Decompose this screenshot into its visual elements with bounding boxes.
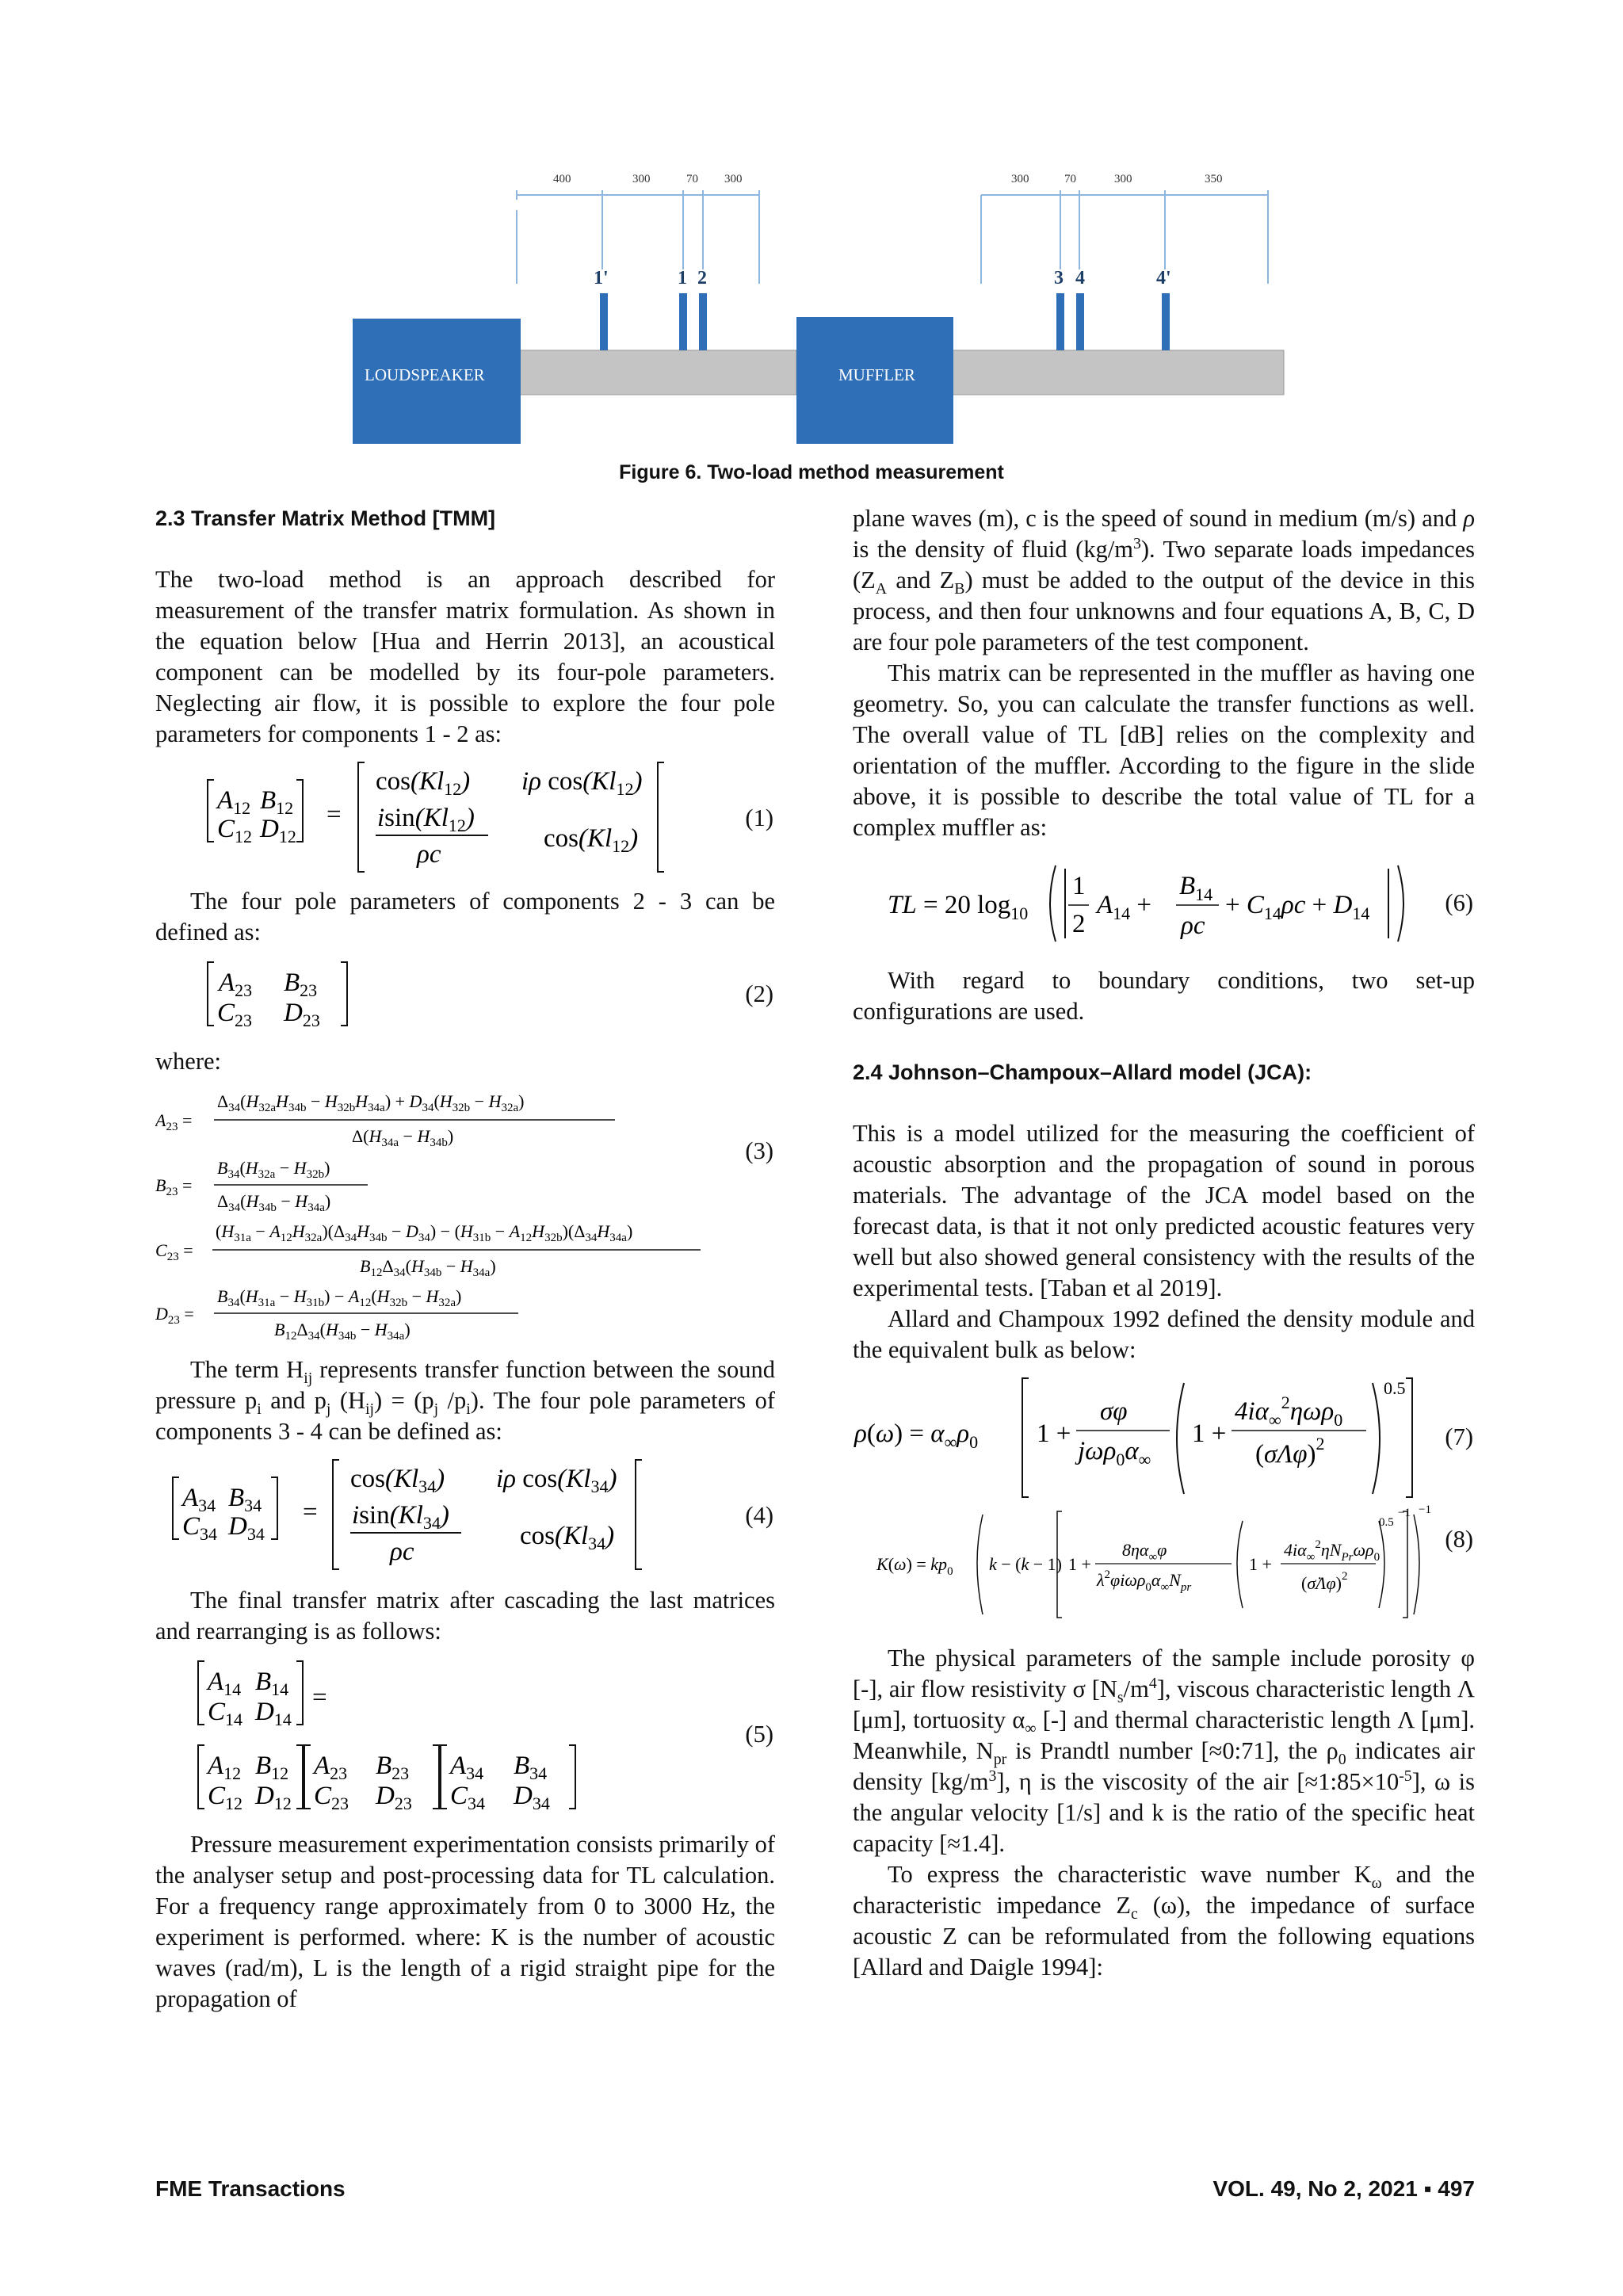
svg-text:Δ34(H32aH34b − H32bH34a) + D34: $\Delta_{34}(H_{32a}H_{34b} - H_{32b}H_{34a}) + D_{34}(H_{32b} - H_{32a})$ (217, 1091, 525, 1114)
svg-text:jωρ0α∞: $j\omega\rho_0\alpha_\infty$ (1078, 1437, 1151, 1469)
dim-400: 400 (553, 173, 571, 185)
equation-5-svg (155, 1656, 678, 1812)
paragraph-physical-parameters: The physical parameters of the sample include porosity φ [-], air flow resistivity σ $[N_s/m^4]$, viscous characteristic length Λ [μm], tortuosity $\alpha_\infty$ [-] and thermal characteristic length Λ [μm]. Meanwhile, $N_{pr}$ is Prandtl number [≈0:71], the $\rho_0$ indicates air density $[kg/m^3]$, η is the viscosity of the air $[\approx 1:85\times 10^{-5}]$, ω is the angular velocity [1/s] and k is the ratio of the specific heat capacity [≈1.4]. (853, 1645, 1476, 1857)
equation-5 (155, 1656, 775, 1812)
paragraph-plane-waves: plane waves (m), c is the speed of sound in medium (m/s) and ρ is the density of fluid $(kg/m^3)$. Two separate loads impedances ($Z_A$ and $Z_B$) must be added to the output of the device in this process, and then four unknowns and four equations A, B, C, D are four pole parameters of the test component. (853, 505, 1475, 655)
svg-text:B23: $B_{23}$ (376, 1752, 410, 1783)
svg-text:isin(Kl12): $isin(Kl_{12})$ (377, 804, 475, 835)
paragraph-pressure-measurement: Pressure measurement experimentation consists primarily of the analyser setup and post-processing data for TL calculation. For a frequency range approximately from 0 to 3000 Hz, the experiment is performed. where: K is the number of acoustic waves (rad/m), L is the length of a rigid straight pipe for the propagation of (155, 1831, 775, 2012)
pipe-left (487, 350, 796, 395)
svg-text:0.5: 0.5 (1384, 1378, 1406, 1398)
mic-4p (1162, 293, 1170, 350)
where-label: where: (155, 1048, 221, 1075)
loudspeaker-label: LOUDSPEAKER (365, 365, 485, 384)
svg-text:0.5: 0.5 (1379, 1516, 1394, 1529)
two-load-figure (341, 151, 1292, 452)
svg-text:Δ34(H34b − H34a): $\Delta_{34}(H_{34b} - H_{34a})$ (217, 1191, 331, 1214)
svg-text:=: = (327, 800, 342, 829)
svg-text:D14: $D_{14}$ (255, 1698, 292, 1729)
equation-2-svg (155, 954, 678, 1033)
left-column (155, 503, 775, 2015)
svg-text:cos(Kl34): $\cos(Kl_{34})$ (520, 1522, 615, 1553)
svg-text:B23: $B_{23}$ (284, 968, 318, 1000)
footer-journal-name: FME Transactions (155, 2176, 346, 2201)
svg-text:D34: $D_{34}$ (514, 1782, 550, 1812)
paragraph-tmm-intro: The two-load method is an approach described for measurement of the transfer matrix formulation. As shown in the equation below [Hua and Herrin 2013], an acoustical component can be modelled by its four-pole parameters. Neglecting air flow, it is possible to explore the four pole parameters for components 1 - 2 as: (155, 566, 775, 747)
svg-text:1 +: 1 + (1037, 1419, 1071, 1448)
svg-text:−1: −1 (1398, 1507, 1411, 1519)
svg-text:C12: $C_{12}$ (217, 815, 253, 846)
svg-text:cos(Kl12): $\cos(Kl_{12})$ (544, 824, 639, 856)
svg-text:B12Δ34(H34b − H34a): $B_{12}\Delta_{34}(H_{34b} - H_{34a})$ (274, 1320, 411, 1343)
svg-text:C14: $C_{14}$ (208, 1698, 243, 1729)
svg-text:(σ̇Λφ)2: (σ̇Λφ)$^2$ (1301, 1570, 1348, 1593)
mic-labels (594, 268, 1171, 288)
svg-text:C23 =: $C_{23}$ = (155, 1240, 193, 1263)
equation-1-number: (1) (745, 804, 773, 831)
svg-text:cos(Kl12): $\cos(Kl_{12})$ (376, 767, 471, 799)
paragraph-four-pole-2-3: The four pole parameters of components 2 - 3 can be defined as: (155, 888, 775, 946)
equation-2 (155, 954, 775, 1033)
mic-label-3: 3 (1054, 268, 1064, 288)
equation-4-svg (155, 1455, 678, 1576)
svg-text:A34: $A_{34}$ (450, 1752, 484, 1783)
svg-text:A34: $A_{34}$ (182, 1484, 216, 1515)
svg-text:4iα∞2ηNPrωρ0: $4i\alpha_\infty^2\eta N_{Pr}\omega\rho_0$ (1284, 1538, 1381, 1564)
svg-text:isin(Kl34): $isin(Kl_{34})$ (352, 1501, 449, 1533)
svg-text:A12: $A_{12}$ (208, 1752, 242, 1783)
pipe-right (951, 350, 1284, 395)
svg-text:ρc: ρc (390, 1538, 414, 1566)
mic-label-4p: 4' (1156, 268, 1171, 288)
svg-text:B34(H32a − H32b): $B_{34}(H_{32a} - H_{32b})$ (217, 1158, 330, 1181)
svg-text:(H31a − A12H32a)(Δ34H34b − D34: $(H_{31a} - A_{12}H_{32a})(\Delta_{34}H_{34b} - D_{34}) - (H_{31b} - A_{12}H_{32b})(\Delta_{34}H_{34a})$ (216, 1221, 633, 1244)
svg-text:1 +: 1 + (1249, 1554, 1272, 1574)
svg-text:cos(Kl34): $\cos(Kl_{34})$ (350, 1465, 445, 1496)
equation-5-number: (5) (745, 1720, 773, 1748)
svg-text:D34: $D_{34}$ (228, 1512, 265, 1544)
mic-1 (679, 293, 687, 350)
svg-text:2: 2 (1072, 910, 1086, 938)
equation-3 (155, 1077, 775, 1343)
mic-label-4: 4 (1075, 268, 1085, 288)
dim-300c: 300 (1011, 173, 1029, 185)
mic-label-1p: 1' (594, 268, 609, 288)
svg-text:C12: $C_{12}$ (208, 1782, 243, 1812)
svg-text:A23: $A_{23}$ (219, 968, 253, 1000)
svg-text:=: = (303, 1498, 318, 1526)
svg-text:TL = 20 log10: TL = 20 $\log_{10}$ (888, 891, 1029, 923)
svg-text:K(ω) = kp0: $K(\omega) = kp_0$ (876, 1554, 953, 1578)
equation-6-number: (6) (1445, 888, 1473, 916)
paragraph-boundary-conditions: With regard to boundary conditions, two set-up configurations are used. (853, 967, 1475, 1025)
svg-text:=: = (312, 1683, 327, 1712)
svg-text:D23 =: $D_{23}$ = (155, 1304, 194, 1327)
svg-text:B12Δ34(H34b − H34a): $B_{12}\Delta_{34}(H_{34b} - H_{34a})$ (360, 1256, 496, 1279)
equation-4-number: (4) (745, 1501, 773, 1529)
svg-text:A14 +: $A_{14}$ + (1097, 891, 1152, 923)
svg-text:λ2φiωρ0α∞Npr: $\lambda^2\varphi i\omega\rho_0\alpha_\infty N_{pr}$ (1097, 1568, 1192, 1594)
paragraph-characteristic-wave: To express the characteristic wave number $K_\omega$ and the characteristic impedance $Z_c$ (ω), the impedance of surface acoustic Z can be reformulated from the following equations [Allard and Daigle 1994]: (853, 1861, 1476, 1981)
svg-text:A12: $A_{12}$ (217, 786, 251, 818)
equation-8-number: (8) (1445, 1525, 1473, 1553)
equation-6 (853, 859, 1475, 946)
mic-2 (699, 293, 707, 350)
svg-text:D23: $D_{23}$ (284, 999, 320, 1030)
equation-7 (853, 1370, 1475, 1503)
svg-text:1 +: 1 + (1192, 1419, 1227, 1448)
section-heading-tmm: 2.3 Transfer Matrix Method [TMM] (155, 506, 496, 530)
paragraph-allard-champoux: Allard and Champoux 1992 defined the density module and the equivalent bulk as below: (853, 1305, 1475, 1363)
svg-text:C23: $C_{23}$ (217, 999, 253, 1030)
dim-300d: 300 (1114, 173, 1132, 185)
svg-text:+ C14ρc + D14: + $C_{14}\rho c + D_{14}$ (1225, 891, 1370, 923)
equation-3-number: (3) (745, 1137, 773, 1164)
equation-1 (155, 758, 775, 878)
equation-7-number: (7) (1445, 1423, 1473, 1450)
equation-7-svg (853, 1370, 1423, 1503)
svg-text:B12: $B_{12}$ (260, 786, 294, 818)
dim-70b: 70 (1064, 173, 1076, 185)
svg-text:−1: −1 (1419, 1503, 1431, 1516)
mic-1p (600, 293, 608, 350)
footer-volume-page: VOL. 49, No 2, 2021 ▪ 497 (1212, 2176, 1475, 2201)
svg-text:ρ(ω) = α∞ρ0: $\rho(\omega) = \alpha_\infty\rho_0$ (854, 1419, 979, 1452)
svg-text:D12: $D_{12}$ (260, 815, 296, 846)
svg-text:k − (k − 1): k − (k − 1) (989, 1554, 1062, 1574)
svg-text:B34(H31a − H31b) − A12(H32b −: $B_{34}(H_{31a} - H_{31b}) - A_{12}(H_{32b} - H_{32a})$ (217, 1286, 462, 1309)
dim-300a: 300 (632, 173, 651, 185)
svg-text:iρ cos(Kl34): iρ $\cos(Kl_{34})$ (496, 1465, 617, 1496)
svg-text:D12: $D_{12}$ (255, 1782, 292, 1812)
muffler-label: MUFFLER (838, 365, 915, 384)
svg-text:C23: $C_{23}$ (314, 1782, 349, 1812)
mic-label-1: 1 (678, 268, 687, 288)
right-column (853, 503, 1475, 1983)
svg-text:B23 =: $B_{23}$ = (155, 1175, 193, 1198)
svg-text:Δ(H34a − H34b): $\Delta(H_{34a} - H_{34b})$ (352, 1126, 454, 1149)
svg-text:A23 =: $A_{23}$ = (155, 1110, 193, 1133)
equation-3-svg (155, 1077, 710, 1343)
paragraph-final-matrix: The final transfer matrix after cascading the last matrices and rearranging is as follows: (155, 1587, 775, 1645)
svg-text:1 +: 1 + (1068, 1554, 1091, 1574)
svg-text:ρc: ρc (417, 840, 441, 869)
section-heading-jca: 2.4 Johnson–Champoux–Allard model (JCA): (853, 1060, 1312, 1084)
svg-text:B34: $B_{34}$ (514, 1752, 548, 1783)
svg-text:C34: $C_{34}$ (182, 1512, 218, 1544)
svg-text:A23: $A_{23}$ (314, 1752, 348, 1783)
svg-text:B14: $B_{14}$ (255, 1668, 289, 1699)
svg-text:D23: $D_{23}$ (376, 1782, 412, 1812)
svg-text:B12: $B_{12}$ (255, 1752, 289, 1783)
equation-8-svg (853, 1503, 1431, 1622)
mic-3 (1056, 293, 1064, 350)
svg-text:B34: $B_{34}$ (228, 1484, 262, 1515)
svg-text:iρ cos(Kl12): iρ $\cos(Kl_{12})$ (521, 767, 643, 799)
equation-4 (155, 1455, 775, 1576)
figure-caption: Figure 6. Two-load method measurement (619, 461, 1004, 483)
svg-text:σφ: σφ (1100, 1397, 1128, 1426)
paragraph-jca-intro: This is a model utilized for the measuring the coefficient of acoustic absorption and the propagation of sound in porous materials. The advantage of the JCA model based on the forecast data, is that it not only predicted acoustic features very well but also showed general consistency with the results of the experimental tests. [Taban et al 2019]. (853, 1120, 1475, 1301)
svg-text:B14: $B_{14}$ (1179, 872, 1213, 904)
dimension-labels (553, 173, 1223, 185)
svg-text:A14: $A_{14}$ (208, 1668, 242, 1699)
dim-300b: 300 (724, 173, 743, 185)
equation-8 (853, 1503, 1475, 1622)
paragraph-hij-term: The term $H_{ij}$ represents transfer function between the sound pressure $p_i$ and $p_j$ $(H_{ij}) = (p_j$ $/p_i$). The four pole parameters of components 3 - 4 can be defined as: (155, 1356, 775, 1445)
mic-4 (1076, 293, 1084, 350)
svg-text:(σΛφ)2: $(\sigma\Lambda\varphi)^2$ (1255, 1434, 1325, 1469)
svg-text:8ηα∞φ: $8\eta\alpha_\infty\varphi$ (1122, 1540, 1167, 1564)
equation-2-number: (2) (745, 980, 773, 1007)
equation-1-svg (155, 758, 678, 878)
svg-text:ρc: ρc (1181, 911, 1205, 940)
paragraph-muffler-geometry: This matrix can be represented in the muffler as having one geometry. So, you can calculate the transfer functions as well. The overall value of TL [dB] relies on the complexity and orientation of the muffler. According to the figure in the slide above, it is possible to describe the total value of TL for a complex muffler as: (853, 659, 1475, 841)
svg-text:C34: $C_{34}$ (450, 1782, 486, 1812)
equation-6-svg (853, 859, 1407, 946)
dim-350: 350 (1205, 173, 1223, 185)
mic-label-2: 2 (697, 268, 707, 288)
svg-text:4iα∞2ηωρ0: $4i\alpha_\infty^2\eta\omega\rho_0$ (1235, 1392, 1343, 1430)
dim-70a: 70 (686, 173, 698, 185)
dimension-lines (517, 190, 1268, 284)
svg-text:1: 1 (1072, 872, 1086, 900)
